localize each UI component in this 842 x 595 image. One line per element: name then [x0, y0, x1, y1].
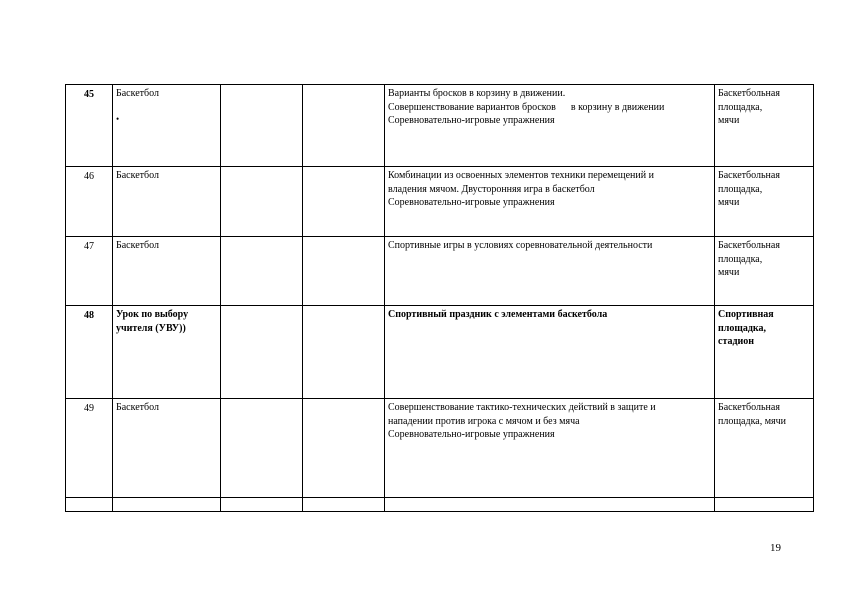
- equipment-line: Баскетбольная: [718, 170, 780, 181]
- equipment-line: мячи: [718, 197, 740, 208]
- lesson-number: 49: [66, 399, 113, 498]
- equipment-line: мячи: [718, 267, 740, 278]
- empty-cell: [221, 167, 303, 237]
- lesson-description: [385, 306, 715, 399]
- lesson-description: [385, 85, 715, 167]
- empty-cell: [66, 498, 113, 512]
- empty-cell: [221, 306, 303, 399]
- description-line: Совершенствование вариантов бросков в корзину в движении: [388, 101, 665, 113]
- equipment-line: площадка, мячи: [718, 415, 787, 427]
- empty-cell: [221, 399, 303, 498]
- table-row-partial: [66, 498, 814, 512]
- empty-cell: [385, 498, 715, 512]
- table-row: [66, 306, 814, 399]
- empty-cell: [303, 85, 385, 167]
- empty-cell: [715, 498, 814, 512]
- lesson-equipment: [715, 237, 814, 306]
- description-line: Спортивный праздник с элементами баскетбола: [388, 309, 608, 320]
- lesson-number: 46: [66, 167, 113, 237]
- equipment-line: Баскетбольная: [718, 88, 780, 99]
- lesson-equipment: [715, 306, 814, 399]
- equipment-line: площадка,: [718, 183, 763, 195]
- description-line: Соревновательно-игровые упражнения: [388, 197, 555, 208]
- lesson-description: [385, 167, 715, 237]
- equipment-line: Баскетбольная: [718, 402, 780, 413]
- bullet-mark: •: [116, 113, 120, 124]
- lesson-equipment: [715, 167, 814, 237]
- description-line: Соревновательно-игровые упражнения: [388, 429, 555, 440]
- empty-cell: [303, 167, 385, 237]
- empty-cell: [221, 498, 303, 512]
- page-number: 19: [770, 542, 781, 554]
- equipment-line: площадка,: [718, 322, 766, 334]
- empty-cell: [221, 85, 303, 167]
- equipment-line: Баскетбольная: [718, 240, 780, 251]
- lesson-plan-table: [65, 84, 814, 512]
- empty-cell: [303, 306, 385, 399]
- empty-cell: [303, 237, 385, 306]
- equipment-line: площадка,: [718, 253, 763, 265]
- lesson-topic: Урок по выбору учителя (УВУ)): [113, 306, 221, 399]
- description-line: Соревновательно-игровые упражнения: [388, 115, 555, 126]
- lesson-equipment: [715, 399, 814, 498]
- description-line: нападении против игрока с мячом и без мяча: [388, 415, 580, 427]
- equipment-line: стадион: [718, 336, 755, 347]
- table-row: [66, 399, 814, 498]
- lesson-description: [385, 237, 715, 306]
- lesson-topic-text: Баскетбол: [116, 88, 159, 99]
- table-row: [66, 85, 814, 167]
- lesson-equipment: [715, 85, 814, 167]
- lesson-topic: [113, 85, 221, 167]
- description-line: Комбинации из освоенных элементов техники перемещений и: [388, 170, 654, 181]
- lesson-topic: Баскетбол: [113, 167, 221, 237]
- description-line: владения мячом. Двусторонняя игра в баскетбол: [388, 183, 595, 195]
- lesson-description: [385, 399, 715, 498]
- lesson-topic: Баскетбол: [113, 399, 221, 498]
- empty-cell: [303, 399, 385, 498]
- lesson-number: 45: [66, 85, 113, 167]
- table-row: [66, 167, 814, 237]
- equipment-line: площадка,: [718, 101, 763, 113]
- lesson-number: 48: [66, 306, 113, 399]
- lesson-topic: Баскетбол: [113, 237, 221, 306]
- description-line: Спортивные игры в условиях соревновательной деятельности: [388, 240, 653, 251]
- description-line: Варианты бросков в корзину в движении.: [388, 88, 566, 99]
- description-line: Совершенствование тактико-технических действий в защите и: [388, 402, 656, 413]
- lesson-number: 47: [66, 237, 113, 306]
- empty-cell: [303, 498, 385, 512]
- empty-cell: [113, 498, 221, 512]
- table-row: [66, 237, 814, 306]
- empty-cell: [221, 237, 303, 306]
- equipment-line: мячи: [718, 115, 740, 126]
- equipment-line: Спортивная: [718, 309, 774, 320]
